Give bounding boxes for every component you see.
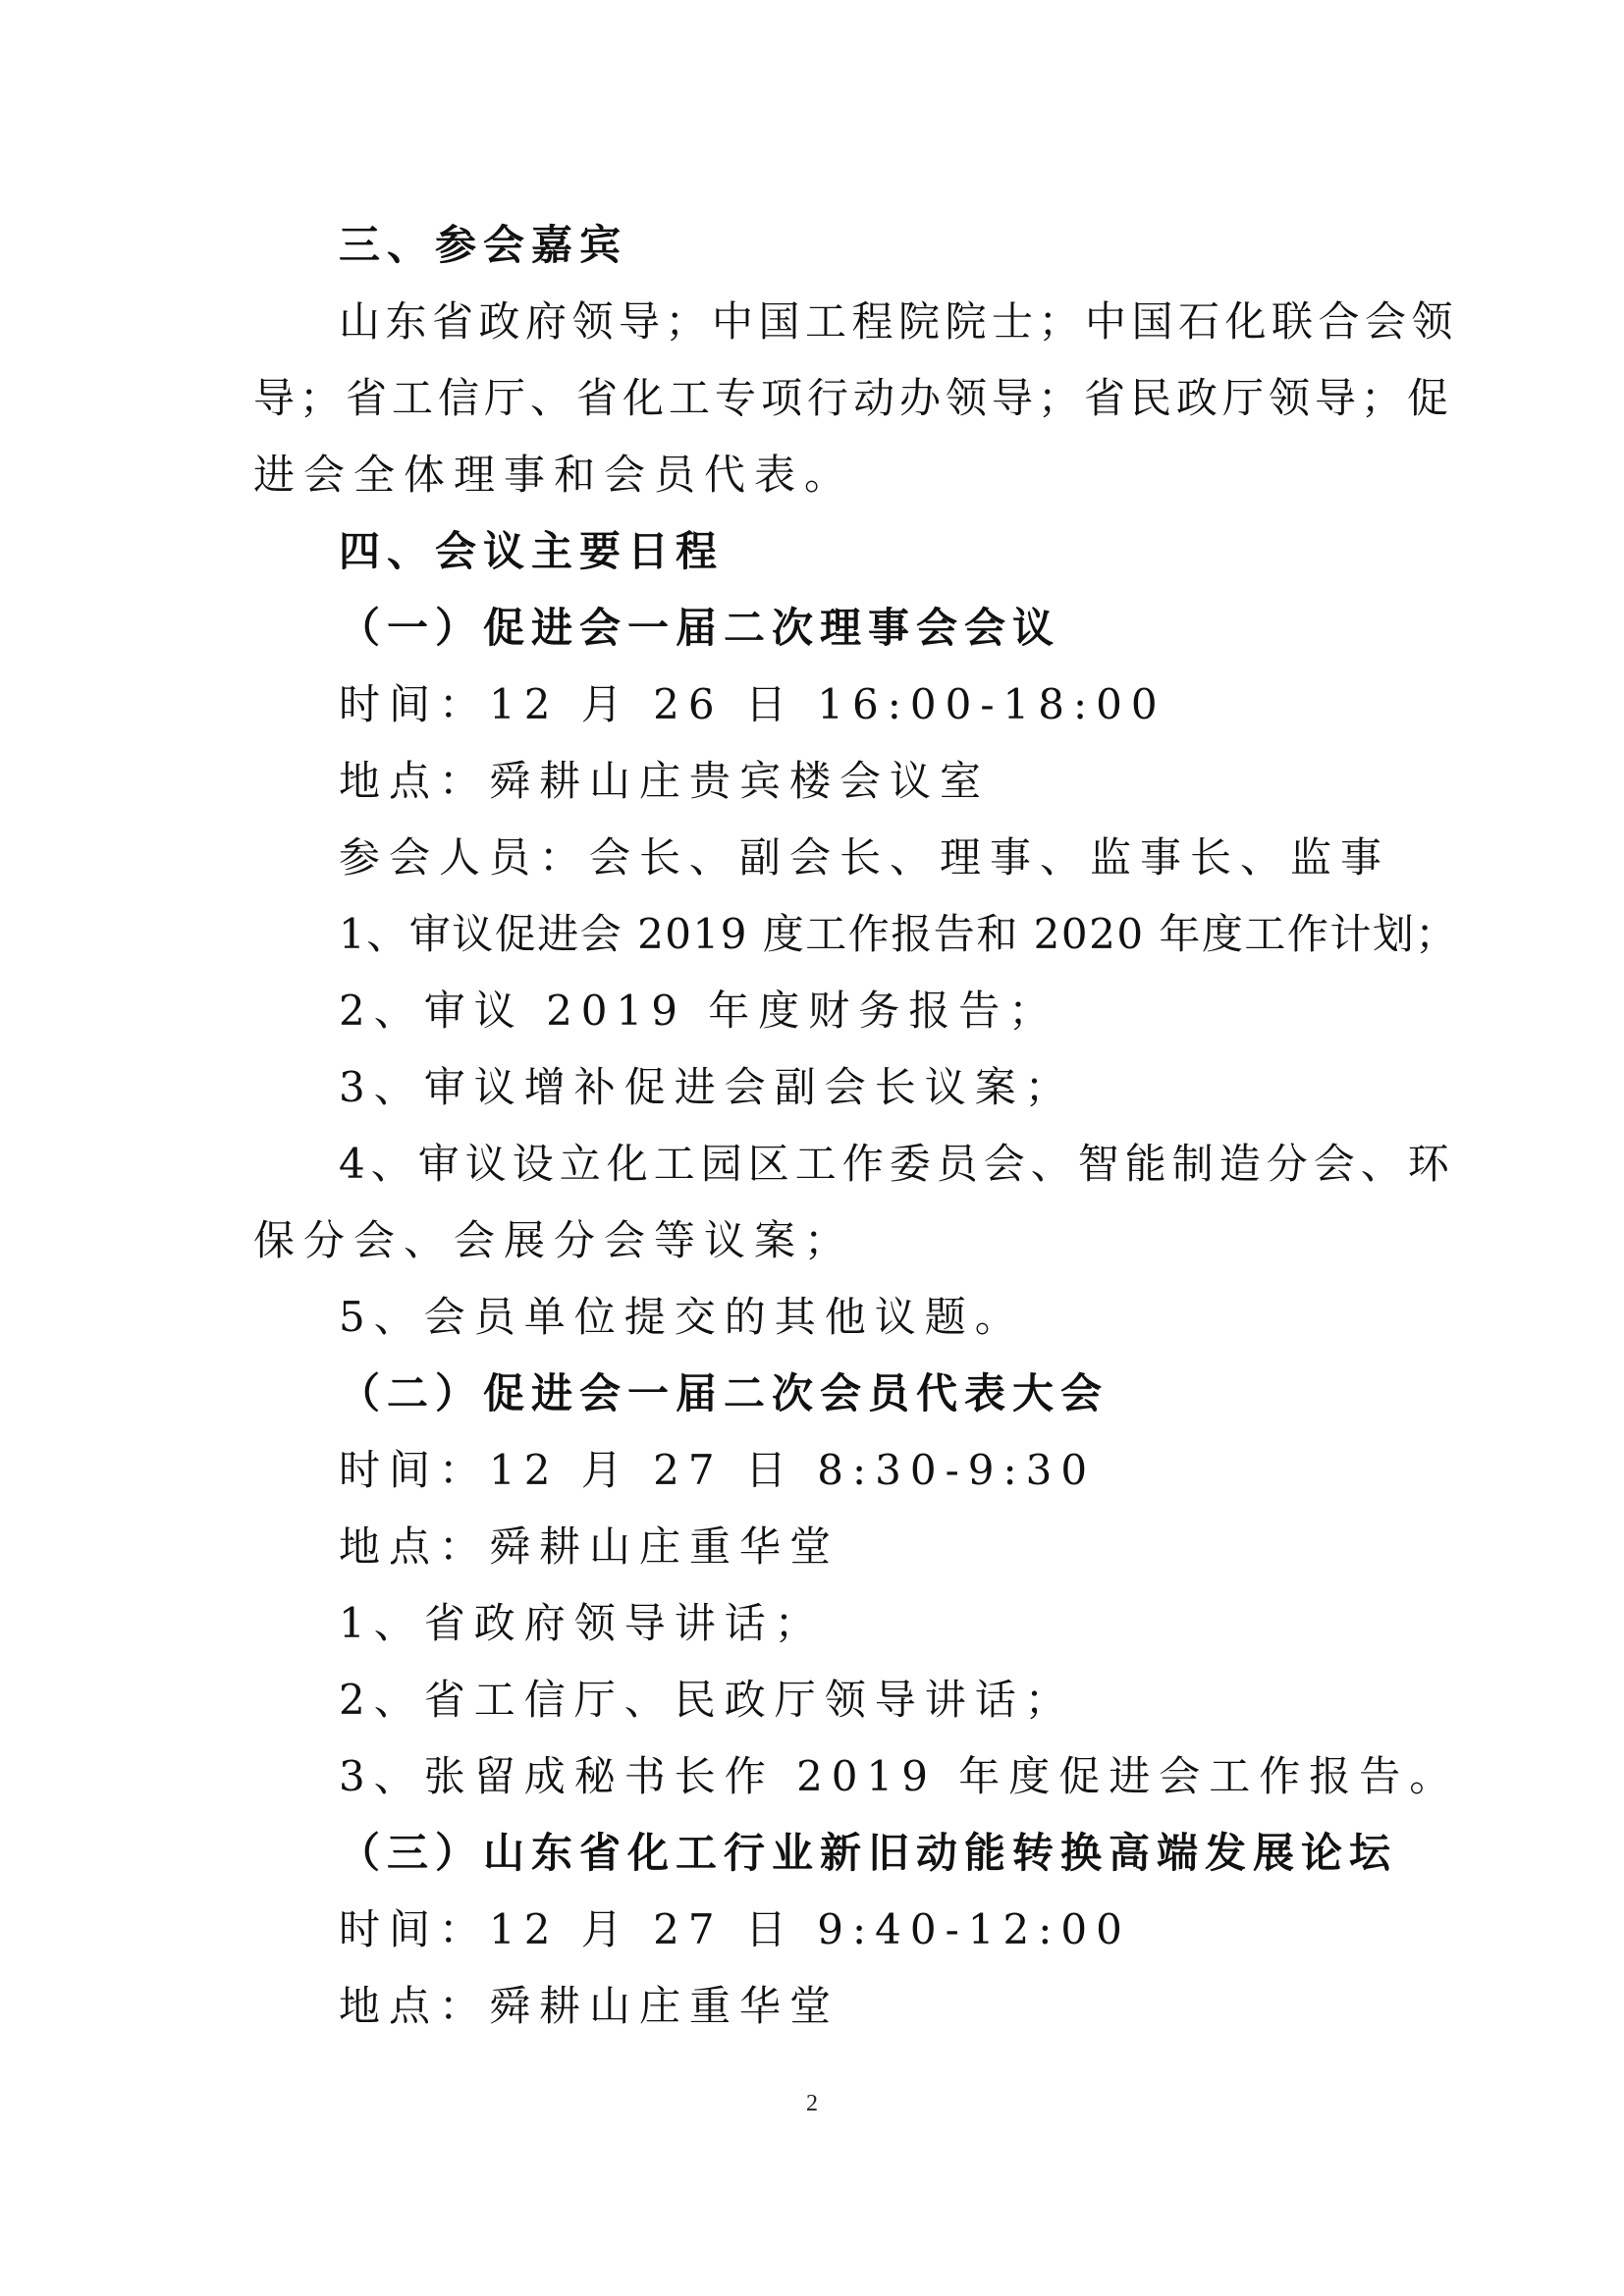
location-line: 地点：舜耕山庄贵宾楼会议室: [339, 757, 991, 805]
agenda-item: 3、审议增补促进会副会长议案；: [339, 1063, 1075, 1111]
agenda-item: 2、省工信厅、民政厅领导讲话；: [339, 1676, 1075, 1724]
agenda-item: 5、会员单位提交的其他议题。: [339, 1293, 1025, 1341]
agenda-item: 4、审议设立化工园区工作委员会、智能制造分会、环: [339, 1140, 1455, 1188]
paragraph-line: 山东省政府领导；中国工程院院士；中国石化联合会领: [339, 297, 1459, 346]
agenda-item-continuation: 保分会、会展分会等议案；: [253, 1216, 855, 1264]
subsection-heading-1: （一）促进会一届二次理事会会议: [339, 604, 1061, 652]
subsection-heading-3: （三）山东省化工行业新旧动能转换高端发展论坛: [339, 1829, 1398, 1877]
location-line: 地点：舜耕山庄重华堂: [339, 1982, 840, 2030]
subsection-heading-2: （二）促进会一届二次会员代表大会: [339, 1369, 1110, 1417]
agenda-item: 1、审议促进会 2019 度工作报告和 2020 年度工作计划；: [339, 910, 1458, 958]
paragraph-line: 导；省工信厅、省化工专项行动办领导；省民政厅领导；促: [253, 374, 1454, 422]
time-line: 时间：12 月 26 日 16:00-18:00: [339, 680, 1166, 728]
time-line: 时间：12 月 27 日 9:40-12:00: [339, 1905, 1131, 1953]
agenda-item: 1、省政府领导讲话；: [339, 1599, 825, 1647]
section-heading-guests: 三、参会嘉宾: [339, 221, 628, 269]
time-line: 时间：12 月 27 日 8:30-9:30: [339, 1446, 1097, 1494]
attendees-line: 参会人员：会长、副会长、理事、监事长、监事: [339, 833, 1391, 881]
agenda-item: 2、审议 2019 年度财务报告；: [339, 987, 1059, 1035]
paragraph-line: 进会全体理事和会员代表。: [253, 451, 855, 499]
agenda-item: 3、张留成秘书长作 2019 年度促进会工作报告。: [339, 1752, 1460, 1800]
location-line: 地点：舜耕山庄重华堂: [339, 1522, 840, 1571]
page-number: 2: [806, 2091, 818, 2116]
section-heading-schedule: 四、会议主要日程: [339, 527, 725, 575]
